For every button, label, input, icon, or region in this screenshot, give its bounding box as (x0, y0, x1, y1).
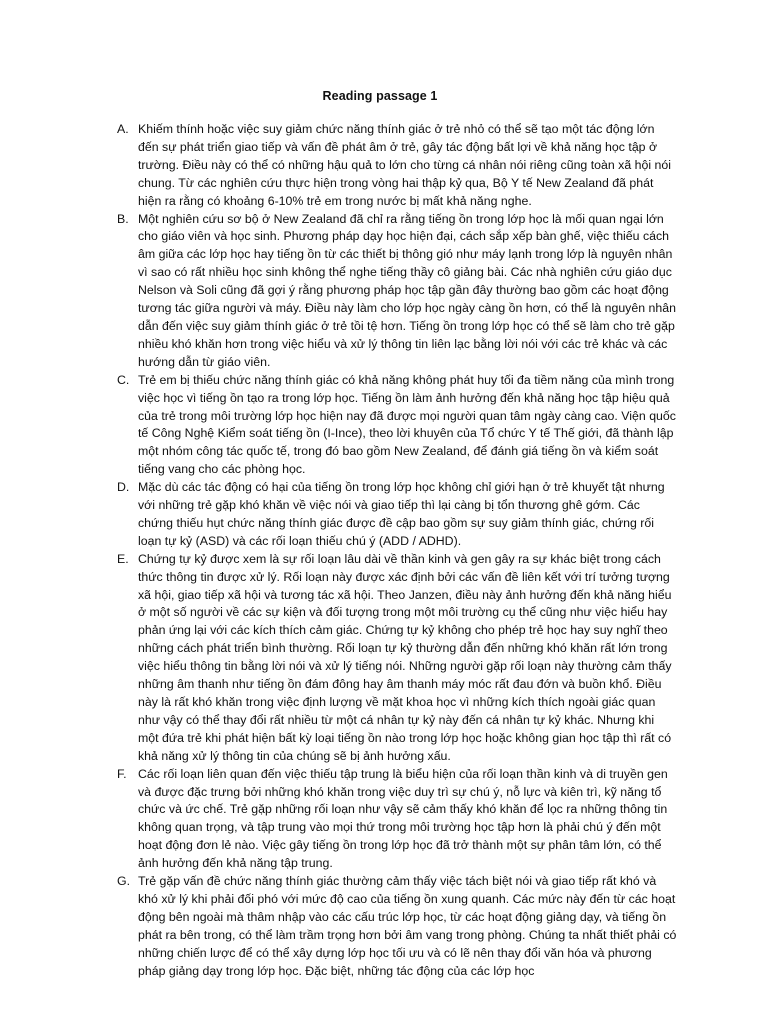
paragraph-letter: C. (117, 372, 130, 387)
paragraph-text: Các rối loạn liên quan đến việc thiếu tập trung là biểu hiện của rối loạn thần kinh và di truyền gen và được đặc trưng bởi những khó khăn trong việc duy trì sự chú ý, nỗ lực và kiên trì, kỹ năng tổ chức và ức chế. Trẻ gặp những rối loạn như vậy sẽ cảm thấy khó khăn để lọc ra những thông tin không quan trọng, và tập trung vào mọi thứ trong môi trường học tập hơn là phải chú ý đến một hoạt động đơn lẻ nào. Việc gây tiếng ồn trong lớp học đã trở thành một sự phân tâm lớn, có thể ảnh hưởng đến khả năng tập trung. (138, 766, 668, 871)
paragraph-text: Mặc dù các tác động có hại của tiếng ồn trong lớp học không chỉ giới hạn ở trẻ khuyết tật nhưng với những trẻ gặp khó khăn về việc nói và giao tiếp thì lại càng bị tổn thương ghê gớm. Các chứng thiếu hụt chức năng thính giác được đề cập bao gồm sự suy giảm thính giác, chứng rối loạn tự kỷ (ASD) và các rối loạn thiếu chú ý (ADD / ADHD). (138, 480, 665, 548)
paragraph-text: Trẻ em bị thiếu chức năng thính giác có khả năng không phát huy tối đa tiềm năng của mình trong việc học vì tiếng ồn tạo ra trong lớp học. Tiếng ồn làm ảnh hưởng đến khả năng học tập hiệu quả của trẻ trong môi trường lớp học hiện nay đã được mọi người quan tâm ngày càng cao. Viện quốc tế Công Nghệ Kiểm soát tiếng ồn (I-Ince), theo lời khuyên của Tổ chức Y tế Thế giới, đã thành lập một nhóm công tác quốc tế, trong đó bao gồm New Zealand, để đánh giá tiếng ồn và kiểm soát tiếng vang cho các phòng học. (138, 372, 676, 477)
paragraph-text: Trẻ gặp vấn đề chức năng thính giác thường cảm thấy việc tách biệt nói và giao tiếp rất khó và khó xử lý khi phải đối phó với mức độ cao của tiếng ồn xung quanh. Các mức này đến từ các hoạt động bên ngoài mà thâm nhập vào các cấu trúc lớp học, từ các hoạt động giảng dạy, và tiếng ồn phát ra bên trong, có thể làm trầm trọng hơn bởi âm vang trong phòng. Chúng ta nhất thiết phải có những chiến lược để có thể xây dựng lớp học tối ưu và có lẽ nên thay đổi văn hóa và phương pháp giảng dạy trong lớp học. Đặc biệt, những tác động của các lớp học (138, 874, 677, 978)
paragraph-c (117, 372, 677, 479)
paragraph-letter: B. (117, 211, 129, 226)
paragraph-letter: F. (117, 766, 127, 781)
paragraph-letter: D. (117, 480, 130, 495)
paragraph-letter: E. (117, 551, 129, 566)
page-title: Reading passage 1 (322, 89, 438, 103)
paragraph-text: Chứng tự kỷ được xem là sự rối loạn lâu dài về thần kinh và gen gây ra sự khác biệt trong cách thức thông tin được xử lý. Rối loạn này được xác định bởi các vấn đề liên kết với trí tưởng tượng xã hội, giao tiếp xã hội và tương tác xã hội. Theo Janzen, điều này ảnh hưởng đến khả năng hiểu ở một số người về các sự kiện và đối tượng trong một môi trường cụ thể cũng như việc hiểu hay phản ứng lại với các kích thích cảm giác. Chứng tự kỷ không cho phép trẻ học hay suy nghĩ theo những cách phát triển bình thường. Rối loạn tự kỷ thường dẫn đến những khó khăn rất lớn trong việc hiểu thông tin bằng lời nói và xử lý tiếng nói. Những người gặp rối loạn này thường cảm thấy những âm thanh như tiếng ồn đám đông hay âm thanh máy móc rất đau đớn và buồn khổ. Điều này là rất khó khăn trong việc định lượng về mặt khoa học vì những kích thích ngoài giác quan như vậy có thể thay đổi rất nhiều từ một cá nhân tự kỷ này đến cá nhân tự kỷ khác. Nhưng khi một đứa trẻ khi phát hiện bất kỳ loại tiếng ồn nào trong lớp học hoặc không gian học tập thì rất có khả năng xử lý thông tin của chúng sẽ bị ảnh hưởng xấu. (138, 551, 672, 763)
paragraph-list (117, 121, 677, 981)
paragraph-text: Khiếm thính hoặc việc suy giảm chức năng thính giác ở trẻ nhỏ có thể sẽ tạo một tác động lớn đến sự phát triển giao tiếp và vấn đề phát âm ở trẻ, gây tác động bất lợi về khả năng học tập ở trường. Điều này có thể có những hậu quả to lớn cho từng cá nhân nói riêng cũng toàn xã hội nói chung. Từ các nghiên cứu thực hiện trong vòng hai thập kỷ qua, Bộ Y tế New Zealand đã phát hiện ra rằng có khoảng 6-10% trẻ em trong nước bị mất khả năng nghe. (138, 122, 672, 208)
paragraph-e (117, 551, 677, 766)
paragraph-letter: G. (117, 874, 131, 889)
paragraph-b (117, 211, 677, 372)
paragraph-f (117, 766, 677, 873)
paragraph-g (117, 873, 677, 980)
paragraph-a (117, 121, 677, 211)
paragraph-d (117, 479, 677, 551)
paragraph-letter: A. (117, 122, 129, 136)
paragraph-text: Một nghiên cứu sơ bộ ở New Zealand đã chỉ ra rằng tiếng ồn trong lớp học là mối quan ngại lớn cho giáo viên và học sinh. Phương pháp dạy học hiện đại, cách sắp xếp bàn ghế, việc thiếu cách âm giữa các lớp học hay tiếng ồn từ các thiết bị thông gió như máy lạnh trong lớp là nguyên nhân vì sao có rất nhiều học sinh không thể nghe tiếng thầy cô giảng bài. Các nhà nghiên cứu giáo dục Nelson và Soli cũng đã gợi ý rằng phương pháp học tập gần đây thường bao gồm các hoạt động tương tác giữa người và máy. Điều này làm cho lớp học ngày càng ồn hơn, có thể là nguyên nhân dẫn đến việc suy giảm thính giác ở trẻ tồi tệ hơn. Tiếng ồn trong lớp học có thể sẽ làm cho trẻ gặp nhiều khó khăn hơn trong việc hiểu và xử lý thông tin liên lạc bằng lời nói với các trẻ khác và các hướng dẫn từ giáo viên. (138, 211, 676, 369)
